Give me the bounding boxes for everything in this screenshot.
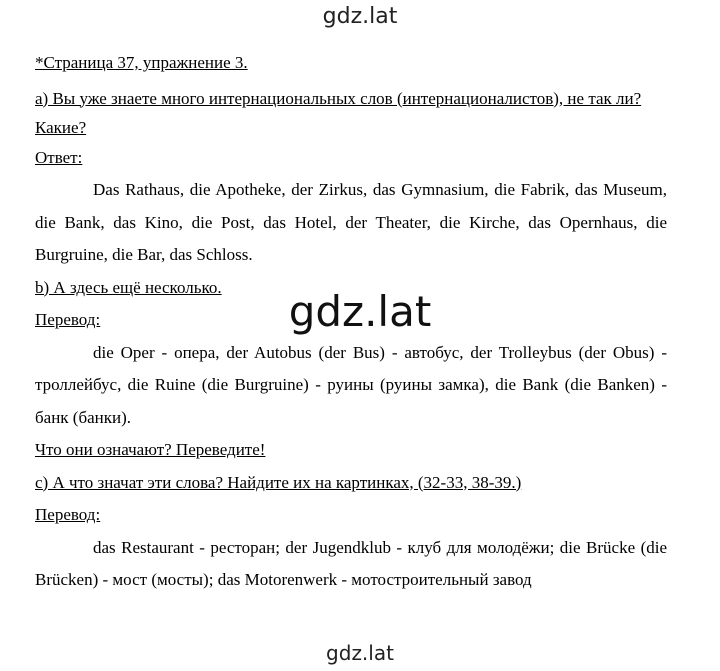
part-b-question: b) А здесь ещё несколько. xyxy=(35,277,222,297)
part-a-answer-label: Ответ: xyxy=(35,147,83,167)
watermark-top: gdz.lat xyxy=(322,4,398,29)
part-c-translation-text: das Restaurant - ресторан; der Jugendklub - клуб для молодёжи; die Brücke (die Brücken) - мост (мосты); das Motorenwerk - мотостроительный завод xyxy=(35,537,667,589)
part-b-translation-text: die Oper - опера, der Autobus (der Bus) - автобус, der Trolleybus (der Obus) - троллейбус, die Ruine (die Burgruine) - руины (руины замка), die Bank (die Banken) - банк (банки). xyxy=(35,342,667,427)
watermark-bottom: gdz.lat xyxy=(326,641,394,665)
exercise-header: *Страница 37, упражнение 3. xyxy=(35,53,248,72)
part-a-answer-text: Das Rathaus, die Apotheke, der Zirkus, das Gymnasium, die Fabrik, das Museum, die Bank, das Kino, die Post, das Hotel, der Theater, die Kirche, das Opernhaus, die Burgruine, die Bar, das Schloss. xyxy=(35,180,667,264)
watermark-center: gdz.lat xyxy=(288,287,432,336)
part-b-translation-label: Перевод: xyxy=(35,310,101,329)
part-b-followup: Что они означают? Переведите! xyxy=(35,440,266,459)
part-c-question: с) А что значат эти слова? Найдите их на картинках, (32-33, 38-39.) xyxy=(35,472,522,492)
part-a-question: а) Вы уже знаете много интернациональных слов (интернационалистов), не так ли? Какие? xyxy=(35,88,642,137)
part-c-translation-label: Перевод: xyxy=(35,505,101,524)
